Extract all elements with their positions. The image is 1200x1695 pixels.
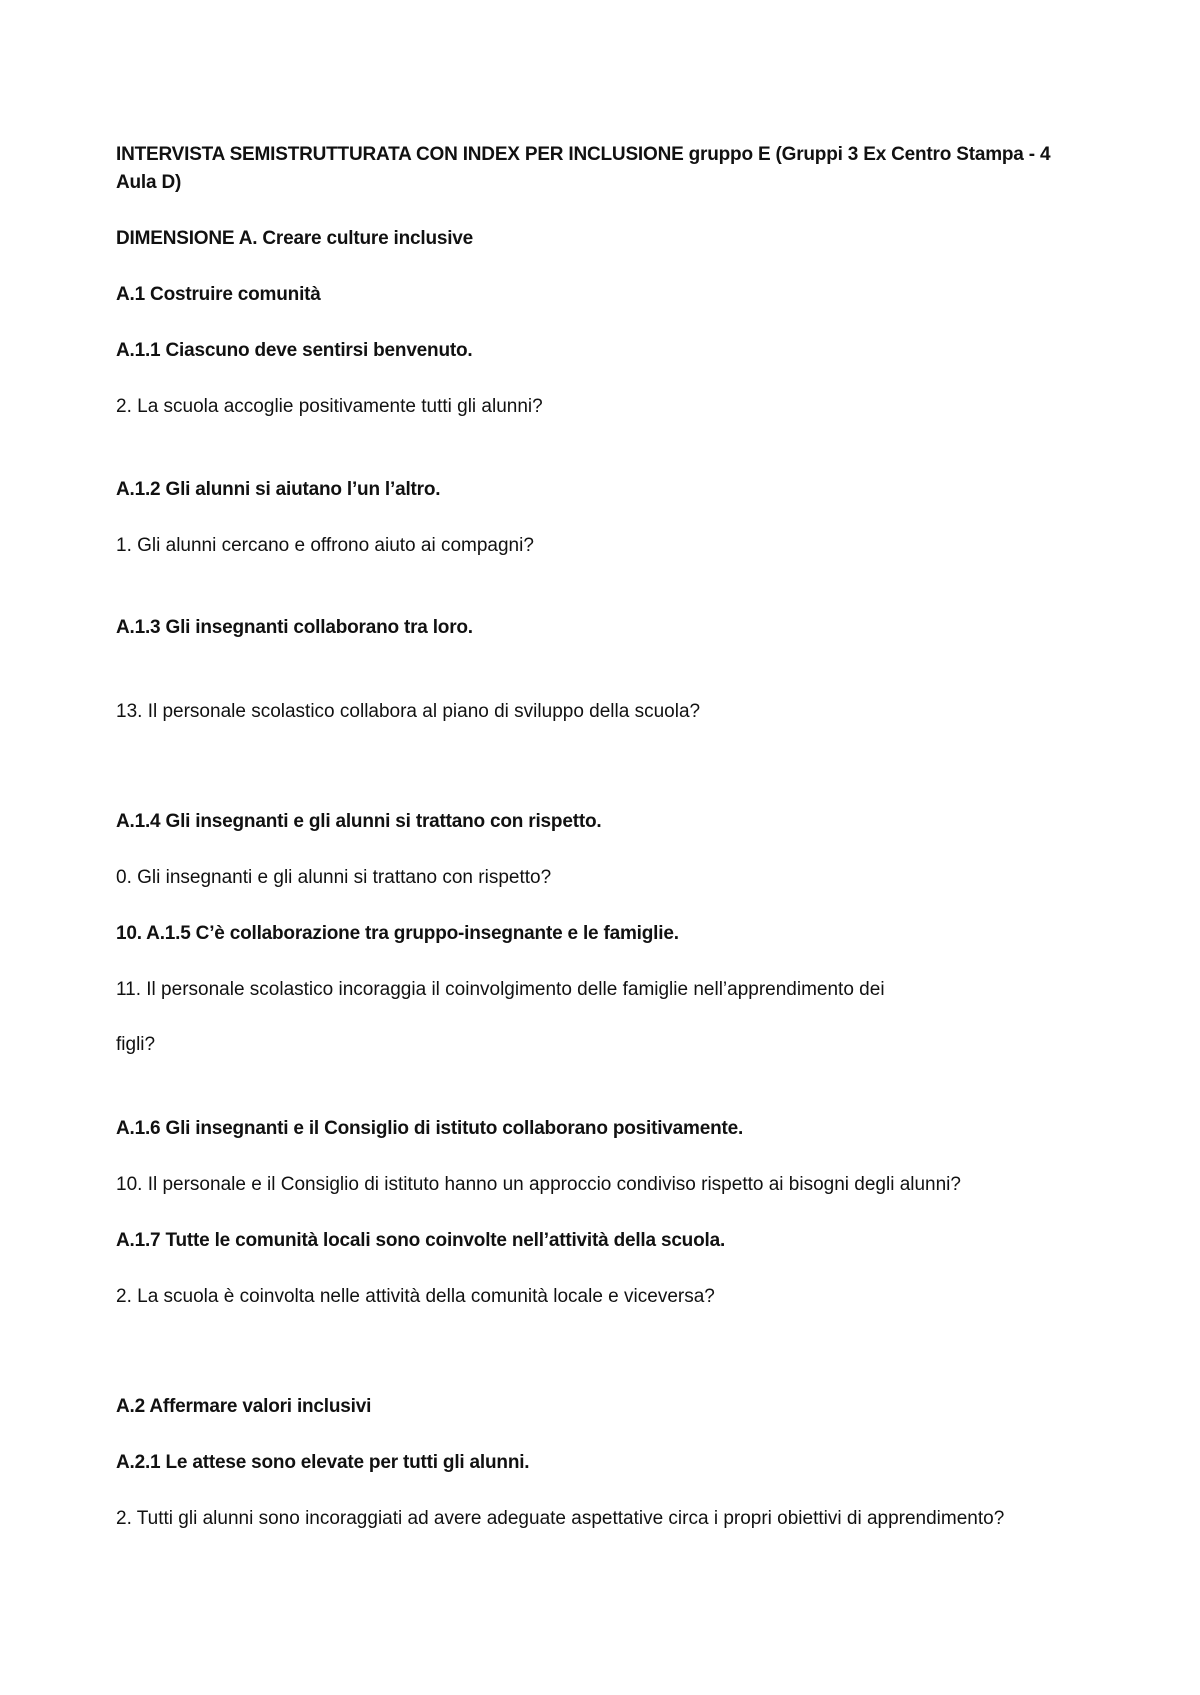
section-a1-heading: A.1 Costruire comunità bbox=[116, 284, 321, 305]
indicator-a15-question-line-2: figli? bbox=[116, 1034, 156, 1055]
indicator-a12-question: 1. Gli alunni cercano e offrono aiuto ai compagni? bbox=[116, 535, 534, 556]
indicator-a21-heading: A.2.1 Le attese sono elevate per tutti gli alunni. bbox=[116, 1452, 530, 1473]
indicator-a12-heading: A.1.2 Gli alunni si aiutano l’un l’altro. bbox=[116, 479, 441, 500]
indicator-a11-heading: A.1.1 Ciascuno deve sentirsi benvenuto. bbox=[116, 340, 473, 361]
document-title-line-2: Aula D) bbox=[116, 172, 182, 193]
indicator-a17-heading: A.1.7 Tutte le comunità locali sono coinvolte nell’attività della scuola. bbox=[116, 1230, 726, 1251]
indicator-a16-question: 10. Il personale e il Consiglio di istituto hanno un approccio condiviso rispetto ai bisogni degli alunni? bbox=[116, 1174, 961, 1195]
dimension-heading: DIMENSIONE A. Creare culture inclusive bbox=[116, 228, 474, 249]
indicator-a16-heading: A.1.6 Gli insegnanti e il Consiglio di istituto collaborano positivamente. bbox=[116, 1118, 744, 1139]
indicator-a11-question: 2. La scuola accoglie positivamente tutti gli alunni? bbox=[116, 396, 543, 417]
indicator-a15-question-line-1: 11. Il personale scolastico incoraggia il coinvolgimento delle famiglie nell’apprendimento dei bbox=[116, 979, 885, 1000]
indicator-a13-heading: A.1.3 Gli insegnanti collaborano tra loro. bbox=[116, 617, 473, 638]
indicator-a15-heading: 10. A.1.5 C’è collaborazione tra gruppo-insegnante e le famiglie. bbox=[116, 923, 679, 944]
indicator-a14-heading: A.1.4 Gli insegnanti e gli alunni si trattano con rispetto. bbox=[116, 811, 602, 832]
indicator-a21-question: 2. Tutti gli alunni sono incoraggiati ad avere adeguate aspettative circa i propri obiettivi di apprendimento? bbox=[116, 1508, 1005, 1529]
indicator-a14-question: 0. Gli insegnanti e gli alunni si trattano con rispetto? bbox=[116, 867, 552, 888]
indicator-a13-question: 13. Il personale scolastico collabora al piano di sviluppo della scuola? bbox=[116, 701, 701, 722]
section-a2-heading: A.2 Affermare valori inclusivi bbox=[116, 1396, 372, 1417]
indicator-a17-question: 2. La scuola è coinvolta nelle attività della comunità locale e viceversa? bbox=[116, 1286, 715, 1307]
document-title-line-1: INTERVISTA SEMISTRUTTURATA CON INDEX PER INCLUSIONE gruppo E (Gruppi 3 Ex Centro Stampa - 4 bbox=[116, 144, 1051, 165]
